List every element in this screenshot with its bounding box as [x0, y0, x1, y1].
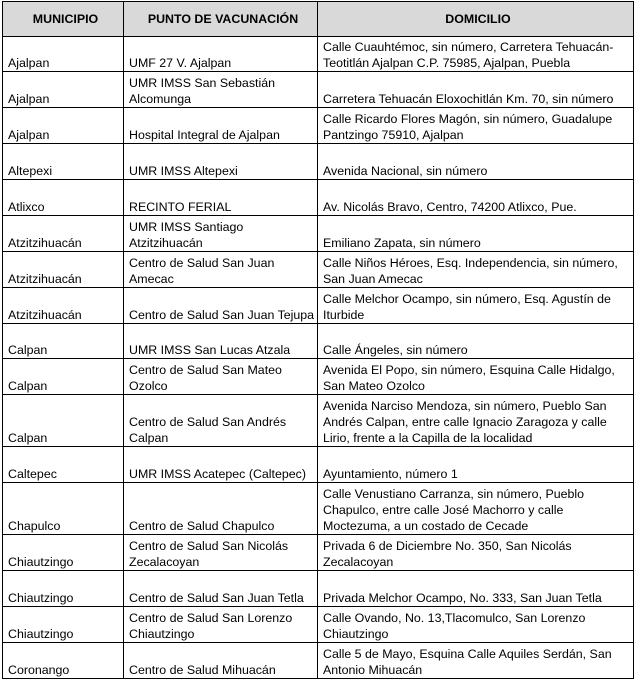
table-row: [3, 359, 634, 395]
cell-domicilio: Carretera Tehuacán Eloxochitlán Km. 70, sin número: [318, 72, 634, 108]
cell-domicilio: Calle Ángeles, sin número: [318, 324, 634, 359]
cell-municipio: Ajalpan: [3, 72, 124, 108]
cell-domicilio: Calle 5 de Mayo, Esquina Calle Aquiles Serdán, San Antonio Mihuacán: [318, 643, 634, 679]
table-row: [3, 72, 634, 108]
cell-punto: Centro de Salud San Nicolás Zecalacoyan: [124, 535, 318, 571]
cell-municipio: Chiautzingo: [3, 607, 124, 643]
cell-domicilio: Ayuntamiento, número 1: [318, 447, 634, 483]
table-row: [3, 216, 634, 252]
cell-municipio: Atzitzihuacán: [3, 288, 124, 324]
cell-domicilio: Avenida El Popo, sin número, Esquina Calle Hidalgo, San Mateo Ozolco: [318, 359, 634, 395]
cell-punto: UMR IMSS San Lucas Atzala: [124, 324, 318, 359]
cell-domicilio: Avenida Narciso Mendoza, sin número, Pueblo San Andrés Calpan, entre calle Ignacio Zaragoza y calle Lirio, frente a la Capilla de la localidad: [318, 395, 634, 447]
cell-punto: Centro de Salud San Lorenzo Chiautzingo: [124, 607, 318, 643]
cell-municipio: Atzitzihuacán: [3, 216, 124, 252]
table-row: [3, 144, 634, 180]
table-row: [3, 324, 634, 359]
cell-municipio: Caltepec: [3, 447, 124, 483]
cell-municipio: Ajalpan: [3, 108, 124, 144]
cell-punto: UMR IMSS Altepexi: [124, 144, 318, 180]
header-domicilio: DOMICILIO: [318, 2, 634, 37]
cell-punto: Centro de Salud San Andrés Calpan: [124, 395, 318, 447]
cell-municipio: Atzitzihuacán: [3, 252, 124, 288]
cell-punto: UMR IMSS San Sebastián Alcomunga: [124, 72, 318, 108]
header-punto-vacunacion: PUNTO DE VACUNACIÓN: [124, 2, 318, 37]
cell-domicilio: Privada Melchor Ocampo, No. 333, San Juan Tetla: [318, 571, 634, 607]
table-row: [3, 108, 634, 144]
table-row: [3, 643, 634, 679]
cell-punto: Centro de Salud Chapulco: [124, 483, 318, 535]
table-row: [3, 288, 634, 324]
table-row: [3, 483, 634, 535]
cell-domicilio: Avenida Nacional, sin número: [318, 144, 634, 180]
cell-punto: UMR IMSS Acatepec (Caltepec): [124, 447, 318, 483]
cell-punto: UMF 27 V. Ajalpan: [124, 37, 318, 72]
cell-municipio: Ajalpan: [3, 37, 124, 72]
vaccination-points-table: [2, 1, 634, 679]
table-row: [3, 395, 634, 447]
cell-punto: Hospital Integral de Ajalpan: [124, 108, 318, 144]
cell-domicilio: Calle Venustiano Carranza, sin número, Pueblo Chapulco, entre calle José Machorro y calle Moctezuma, a un costado de Cecade: [318, 483, 634, 535]
cell-municipio: Coronango: [3, 643, 124, 679]
cell-municipio: Chapulco: [3, 483, 124, 535]
table-header: [3, 2, 634, 37]
table-row: [3, 37, 634, 72]
cell-municipio: Calpan: [3, 359, 124, 395]
table-row: [3, 535, 634, 571]
header-municipio: MUNICIPIO: [3, 2, 124, 37]
cell-punto: Centro de Salud San Mateo Ozolco: [124, 359, 318, 395]
cell-domicilio: Calle Niños Héroes, Esq. Independencia, sin número, San Juan Amecac: [318, 252, 634, 288]
cell-municipio: Atlixco: [3, 180, 124, 216]
cell-punto: Centro de Salud Mihuacán: [124, 643, 318, 679]
cell-domicilio: Calle Cuauhtémoc, sin número, Carretera Tehuacán-Teotitlán Ajalpan C.P. 75985, Ajalpan, Puebla: [318, 37, 634, 72]
cell-domicilio: Privada 6 de Diciembre No. 350, San Nicolás Zecalacoyan: [318, 535, 634, 571]
table-row: [3, 447, 634, 483]
cell-municipio: Chiautzingo: [3, 571, 124, 607]
cell-punto: Centro de Salud San Juan Tetla: [124, 571, 318, 607]
cell-domicilio: Calle Ricardo Flores Magón, sin número, Guadalupe Pantzingo 75910, Ajalpan: [318, 108, 634, 144]
header-row: [3, 2, 634, 37]
cell-municipio: Calpan: [3, 324, 124, 359]
cell-punto: Centro de Salud San Juan Amecac: [124, 252, 318, 288]
cell-punto: UMR IMSS Santiago Atzitzihuacán: [124, 216, 318, 252]
table-row: [3, 252, 634, 288]
cell-punto: RECINTO FERIAL: [124, 180, 318, 216]
cell-domicilio: Calle Melchor Ocampo, sin número, Esq. Agustín de Iturbide: [318, 288, 634, 324]
cell-municipio: Altepexi: [3, 144, 124, 180]
cell-municipio: Calpan: [3, 395, 124, 447]
table-row: [3, 180, 634, 216]
cell-domicilio: Emiliano Zapata, sin número: [318, 216, 634, 252]
cell-municipio: Chiautzingo: [3, 535, 124, 571]
table-row: [3, 571, 634, 607]
table-body: [3, 37, 634, 679]
cell-punto: Centro de Salud San Juan Tejupa: [124, 288, 318, 324]
cell-domicilio: Calle Ovando, No. 13,Tlacomulco, San Lorenzo Chiautzingo: [318, 607, 634, 643]
table-row: [3, 607, 634, 643]
cell-domicilio: Av. Nicolás Bravo, Centro, 74200 Atlixco, Pue.: [318, 180, 634, 216]
